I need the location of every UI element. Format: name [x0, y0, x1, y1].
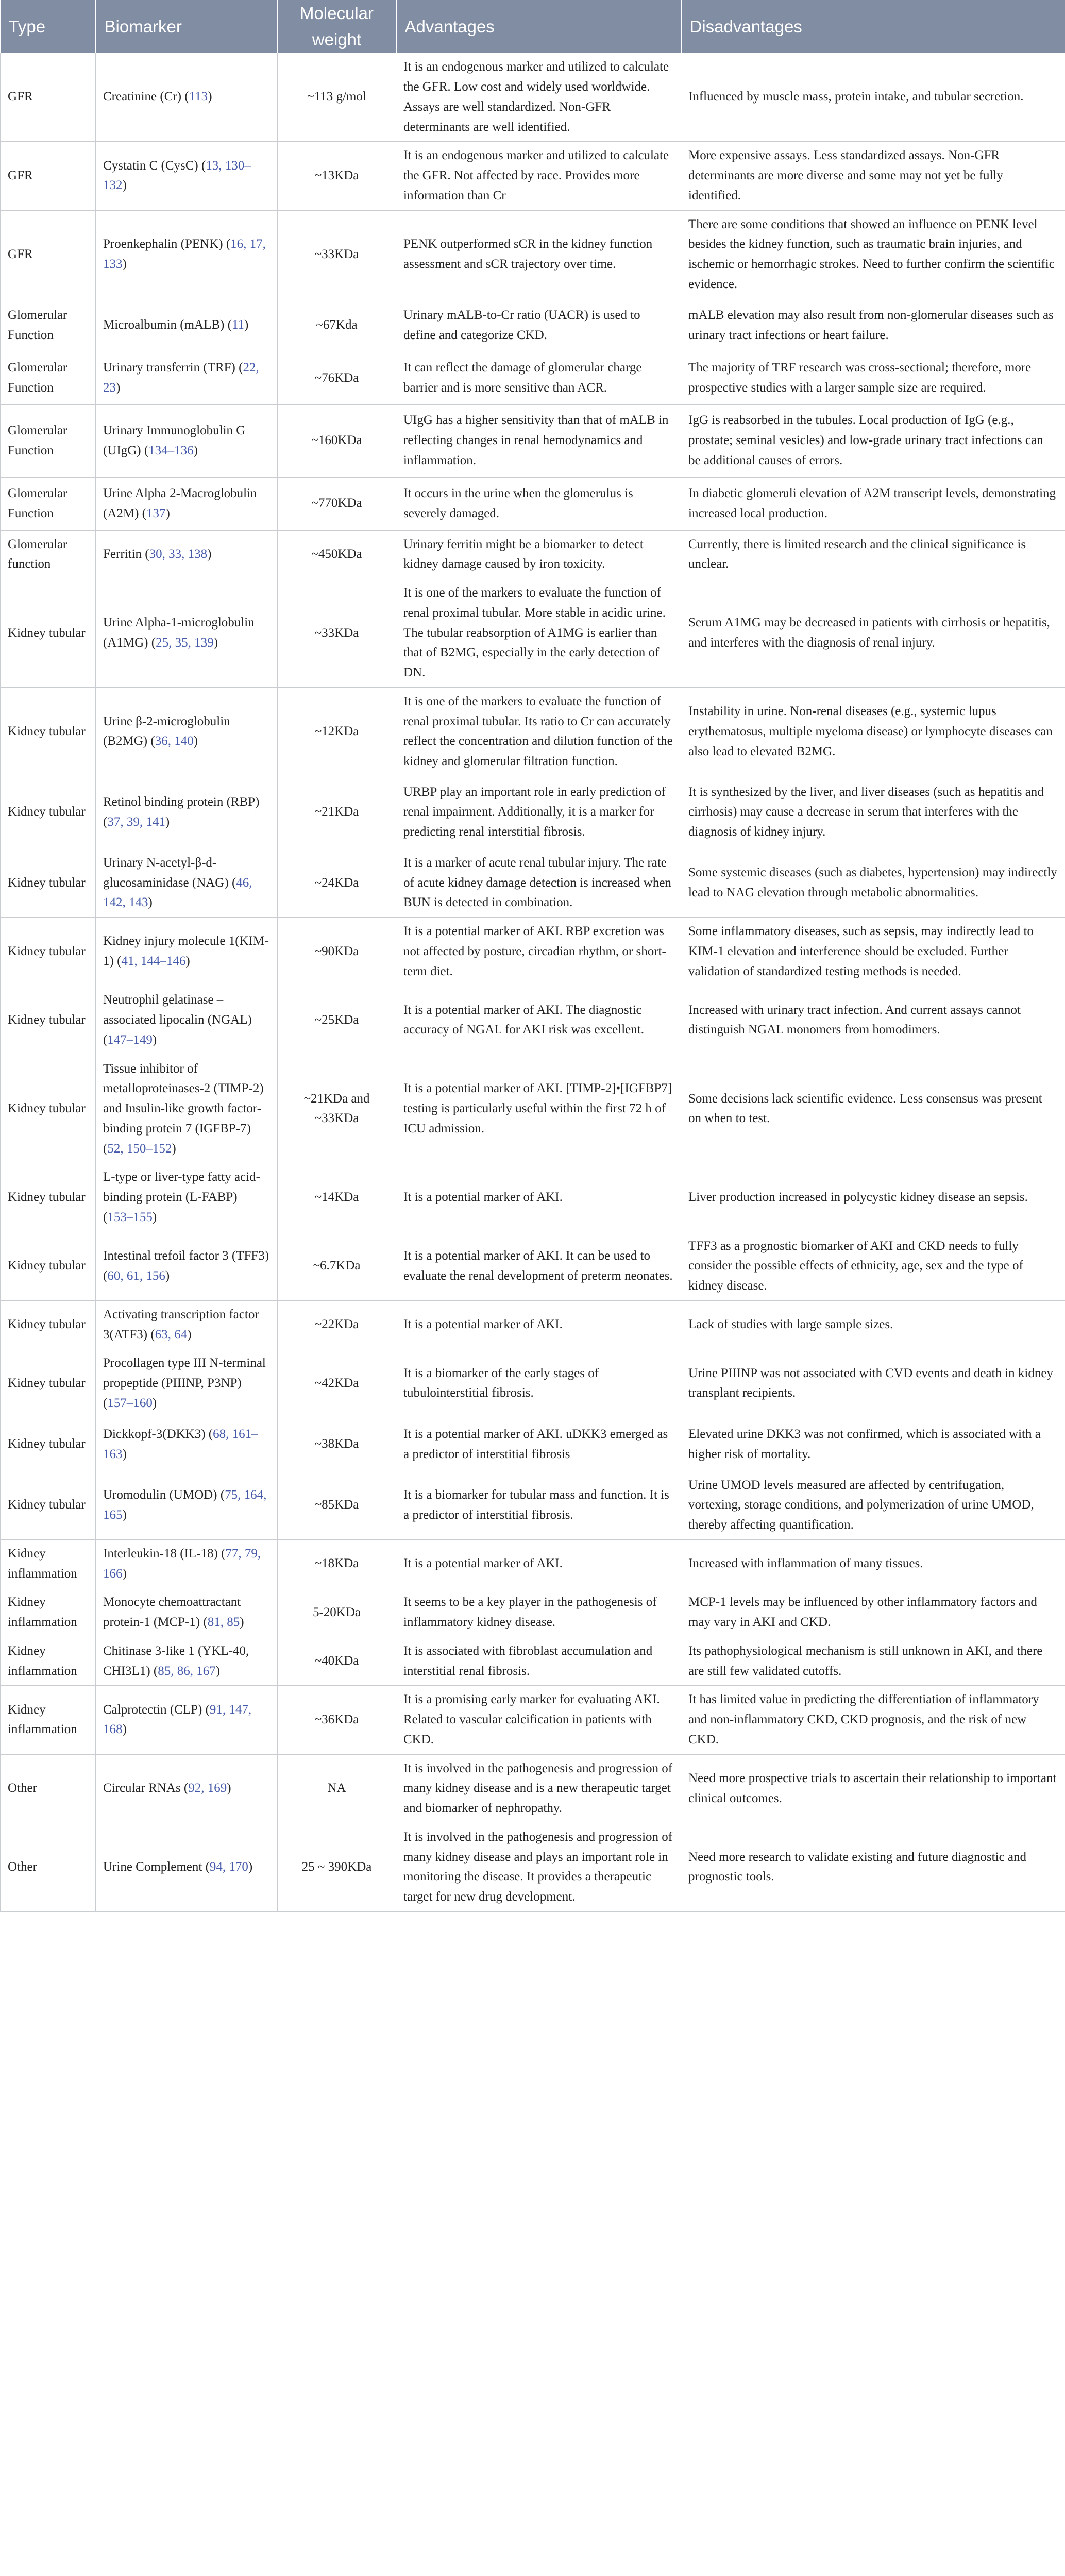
biomarker-cell — [96, 142, 278, 210]
biomarker-name: Procollagen type III N-terminal propeptide (PIIINP, P3NP) ( — [103, 1356, 266, 1410]
table-row — [1, 210, 1065, 299]
reference-close: ) — [122, 178, 127, 193]
advantages-cell: It is a potential marker of AKI. uDKK3 emerged as a predictor of interstitial fibrosis — [396, 1418, 681, 1471]
reference-close: ) — [227, 1781, 231, 1795]
advantages-cell: It occurs in the urine when the glomerulus is severely damaged. — [396, 477, 681, 530]
biomarker-cell — [96, 352, 278, 404]
table-row — [1, 1418, 1065, 1471]
reference-link[interactable]: 60, 61, 156 — [107, 1268, 165, 1283]
advantages-cell: PENK outperformed sCR in the kidney function assessment and sCR trajectory over time. — [396, 210, 681, 299]
advantages-cell: It is a potential marker of AKI. — [396, 1300, 681, 1349]
reference-close: ) — [172, 1141, 176, 1156]
molecular-weight-cell: ~22KDa — [278, 1300, 396, 1349]
molecular-weight-cell: ~42KDa — [278, 1349, 396, 1418]
reference-link[interactable]: 92, 169 — [188, 1781, 227, 1795]
biomarker-cell — [96, 1300, 278, 1349]
table-row — [1, 1163, 1065, 1232]
table-row — [1, 1637, 1065, 1686]
type-cell: Kidney tubular — [1, 1055, 96, 1163]
type-cell: Kidney tubular — [1, 918, 96, 986]
reference-link[interactable]: 153–155 — [107, 1210, 153, 1224]
advantages-cell: It is associated with fibroblast accumulation and interstitial renal fibrosis. — [396, 1637, 681, 1686]
molecular-weight-cell: ~21KDa — [278, 776, 396, 849]
biomarker-cell — [96, 530, 278, 579]
biomarker-cell — [96, 579, 278, 688]
biomarker-cell — [96, 776, 278, 849]
molecular-weight-cell: ~113 g/mol — [278, 53, 396, 142]
type-cell: Kidney tubular — [1, 986, 96, 1055]
advantages-cell: UIgG has a higher sensitivity than that of mALB in reflecting changes in renal hemodynamics and inflammation. — [396, 404, 681, 477]
header-disadvantages: Disadvantages — [681, 0, 1065, 53]
advantages-cell: It is a biomarker of the early stages of tubulointerstitial fibrosis. — [396, 1349, 681, 1418]
disadvantages-cell: mALB elevation may also result from non-glomerular diseases such as urinary tract infections or heart failure. — [681, 299, 1065, 352]
advantages-cell: It is one of the markers to evaluate the function of renal proximal tubular. Its ratio to Cr can accurately reflect the concentration and dilution function of the kidney and glomerular filtration function. — [396, 687, 681, 776]
molecular-weight-cell: ~85KDa — [278, 1471, 396, 1539]
type-cell: Kidney inflammation — [1, 1637, 96, 1686]
reference-link[interactable]: 22, 23 — [103, 361, 259, 395]
disadvantages-cell: Need more prospective trials to ascertain their relationship to important clinical outcomes. — [681, 1754, 1065, 1823]
type-cell: GFR — [1, 142, 96, 210]
biomarker-name: Circular RNAs ( — [103, 1781, 189, 1795]
biomarker-cell — [96, 687, 278, 776]
reference-close: ) — [215, 1664, 221, 1678]
table-row — [1, 776, 1065, 849]
biomarker-name: Chitinase 3-like 1 (YKL-40, CHI3L1) ( — [103, 1643, 249, 1678]
table-row — [1, 579, 1065, 688]
reference-link[interactable]: 30, 33, 138 — [149, 547, 208, 561]
disadvantages-cell: TFF3 as a prognostic biomarker of AKI and CKD needs to fully consider the possible effects of ethnicity, age, sex and the type of kidney disease. — [681, 1232, 1065, 1300]
type-cell: Kidney tubular — [1, 1418, 96, 1471]
type-cell: Kidney tubular — [1, 1300, 96, 1349]
advantages-cell: It is one of the markers to evaluate the function of renal proximal tubular. More stable in acidic urine. The tubular reabsorption of A1MG is earlier than that of B2MG, especially in the early detection of DN. — [396, 579, 681, 688]
biomarker-name: Monocyte chemoattractant protein-1 (MCP-1) ( — [103, 1595, 241, 1630]
biomarker-name: Ferritin ( — [103, 547, 149, 561]
reference-close: ) — [208, 90, 212, 104]
reference-link[interactable]: 25, 35, 139 — [156, 635, 214, 650]
molecular-weight-cell: ~24KDa — [278, 849, 396, 917]
biomarker-name: Urinary transferrin (TRF) ( — [103, 361, 243, 375]
advantages-cell: It seems to be a key player in the pathogenesis of inflammatory kidney disease. — [396, 1588, 681, 1637]
advantages-cell: Urinary mALB-to-Cr ratio (UACR) is used to define and categorize CKD. — [396, 299, 681, 352]
biomarker-cell — [96, 849, 278, 917]
biomarker-name: Activating transcription factor 3(ATF3) ( — [103, 1307, 259, 1342]
header-molecular-weight: Molecular weight — [278, 0, 396, 53]
type-cell: Kidney tubular — [1, 579, 96, 688]
molecular-weight-cell: ~12KDa — [278, 687, 396, 776]
advantages-cell: It can reflect the damage of glomerular charge barrier and is more sensitive than ACR. — [396, 352, 681, 404]
table-row — [1, 530, 1065, 579]
reference-close: ) — [207, 547, 212, 561]
reference-close: ) — [165, 815, 170, 829]
reference-close: ) — [148, 895, 153, 910]
biomarker-cell — [96, 404, 278, 477]
table-row — [1, 1823, 1065, 1911]
molecular-weight-cell: ~33KDa — [278, 579, 396, 688]
disadvantages-cell: Need more research to validate existing and future diagnostic and prognostic tools. — [681, 1823, 1065, 1911]
type-cell: Glomerular Function — [1, 477, 96, 530]
molecular-weight-cell: ~76KDa — [278, 352, 396, 404]
type-cell: Other — [1, 1754, 96, 1823]
type-cell: Kidney tubular — [1, 776, 96, 849]
molecular-weight-cell: 25 ~ 390KDa — [278, 1823, 396, 1911]
reference-close: ) — [122, 1722, 127, 1737]
disadvantages-cell: Liver production increased in polycystic kidney disease an sepsis. — [681, 1163, 1065, 1232]
biomarker-name: Urine Alpha-1-microglobulin (A1MG) ( — [103, 616, 255, 650]
advantages-cell: It is involved in the pathogenesis and progression of many kidney disease and plays an important role in monitoring the disease. It provides a therapeutic target for new drug development. — [396, 1823, 681, 1911]
biomarker-name: Intestinal trefoil factor 3 (TFF3) ( — [103, 1248, 269, 1283]
advantages-cell: It is a marker of acute renal tubular injury. The rate of acute kidney damage detection is increased when BUN is detected in combination. — [396, 849, 681, 917]
biomarker-name: Cystatin C (CysC) ( — [103, 158, 206, 173]
biomarker-cell — [96, 1754, 278, 1823]
reference-link[interactable]: 13, 130–132 — [103, 158, 251, 193]
biomarker-name: Creatinine (Cr) ( — [103, 90, 189, 104]
biomarker-cell — [96, 1686, 278, 1754]
disadvantages-cell: Elevated urine DKK3 was not confirmed, which is associated with a higher risk of mortality. — [681, 1418, 1065, 1471]
reference-link[interactable]: 41, 144–146 — [121, 954, 186, 969]
disadvantages-cell: Its pathophysiological mechanism is still unknown in AKI, and there are still few validated cutoffs. — [681, 1637, 1065, 1686]
reference-close: ) — [187, 1327, 192, 1342]
advantages-cell: It is involved in the pathogenesis and progression of many kidney disease and is a new therapeutic target and biomarker of nephropathy. — [396, 1754, 681, 1823]
reference-link[interactable]: 16, 17, 133 — [103, 237, 266, 272]
disadvantages-cell: Some systemic diseases (such as diabetes, hypertension) may indirectly lead to NAG elevation through metabolic abnormalities. — [681, 849, 1065, 917]
molecular-weight-cell: ~770KDa — [278, 477, 396, 530]
reference-close: ) — [116, 381, 121, 395]
disadvantages-cell: The majority of TRF research was cross-sectional; therefore, more prospective studies with a larger sample size are required. — [681, 352, 1065, 404]
type-cell: Kidney tubular — [1, 1471, 96, 1539]
molecular-weight-cell: ~38KDa — [278, 1418, 396, 1471]
header-biomarker: Biomarker — [96, 0, 278, 53]
type-cell: Kidney tubular — [1, 687, 96, 776]
reference-close: ) — [152, 1210, 157, 1224]
molecular-weight-cell: ~13KDa — [278, 142, 396, 210]
biomarker-cell — [96, 477, 278, 530]
reference-close: ) — [240, 1615, 244, 1630]
reference-link[interactable]: 68, 161–163 — [103, 1427, 258, 1461]
table-row — [1, 918, 1065, 986]
reference-link[interactable]: 94, 170 — [209, 1859, 248, 1874]
biomarker-name: Proenkephalin (PENK) ( — [103, 237, 231, 251]
advantages-cell: It is a potential marker of AKI. RBP excretion was not affected by posture, circadian rhythm, or short-term diet. — [396, 918, 681, 986]
biomarker-name: Retinol binding protein (RBP) ( — [103, 795, 260, 829]
advantages-cell: It is a potential marker of AKI. — [396, 1163, 681, 1232]
type-cell: Kidney tubular — [1, 849, 96, 917]
reference-close: ) — [213, 635, 218, 650]
biomarker-name: Urine β-2-microglobulin (B2MG) ( — [103, 714, 230, 749]
table-row — [1, 1588, 1065, 1637]
disadvantages-cell: In diabetic glomeruli elevation of A2M transcript levels, demonstrating increased local production. — [681, 477, 1065, 530]
type-cell: Kidney inflammation — [1, 1539, 96, 1588]
molecular-weight-cell: ~18KDa — [278, 1539, 396, 1588]
disadvantages-cell: There are some conditions that showed an influence on PENK level besides the kidney function, such as traumatic brain injuries, and ischemic or hemorrhagic strokes. Need to further confirm the scientific evidence. — [681, 210, 1065, 299]
reference-link[interactable]: 134–136 — [148, 443, 194, 457]
biomarker-cell — [96, 1637, 278, 1686]
molecular-weight-cell: ~67Kda — [278, 299, 396, 352]
molecular-weight-cell: ~33KDa — [278, 210, 396, 299]
biomarker-name: Uromodulin (UMOD) ( — [103, 1487, 225, 1502]
header-type: Type — [1, 0, 96, 53]
type-cell: Kidney inflammation — [1, 1588, 96, 1637]
table-row — [1, 299, 1065, 352]
table-row — [1, 1539, 1065, 1588]
table-row — [1, 352, 1065, 404]
disadvantages-cell: Increased with urinary tract infection. And current assays cannot distinguish NGAL monomers from homodimers. — [681, 986, 1065, 1055]
reference-link[interactable]: 81, 85 — [207, 1615, 240, 1630]
biomarker-cell — [96, 986, 278, 1055]
advantages-cell: It is an endogenous marker and utilized to calculate the GFR. Not affected by race. Provides more information than Cr — [396, 142, 681, 210]
biomarker-cell — [96, 210, 278, 299]
reference-close: ) — [165, 506, 170, 520]
biomarker-name: Dickkopf-3(DKK3) ( — [103, 1427, 213, 1441]
table-row — [1, 142, 1065, 210]
biomarker-cell — [96, 1418, 278, 1471]
table-row — [1, 1300, 1065, 1349]
table-row — [1, 1232, 1065, 1300]
reference-close: ) — [244, 318, 249, 332]
reference-close: ) — [248, 1859, 253, 1874]
biomarker-cell — [96, 299, 278, 352]
disadvantages-cell: It has limited value in predicting the differentiation of inflammatory and non-inflammatory CKD, CKD prognosis, and the risk of new CKD. — [681, 1686, 1065, 1754]
molecular-weight-cell: ~90KDa — [278, 918, 396, 986]
biomarker-name: L-type or liver-type fatty acid-binding protein (L-FABP) ( — [103, 1170, 260, 1224]
reference-link[interactable]: 36, 140 — [155, 734, 194, 749]
biomarker-name: Urine Alpha 2-Macroglobulin (A2M) ( — [103, 486, 257, 520]
advantages-cell: It is a promising early marker for evaluating AKI. Related to vascular calcification in patients with CKD. — [396, 1686, 681, 1754]
disadvantages-cell: Lack of studies with large sample sizes. — [681, 1300, 1065, 1349]
type-cell: Glomerular Function — [1, 352, 96, 404]
molecular-weight-cell: ~36KDa — [278, 1686, 396, 1754]
table-row — [1, 477, 1065, 530]
type-cell: Kidney inflammation — [1, 1686, 96, 1754]
molecular-weight-cell: ~160KDa — [278, 404, 396, 477]
biomarker-name: Microalbumin (mALB) ( — [103, 318, 232, 332]
type-cell: Glomerular Function — [1, 404, 96, 477]
biomarker-name: Kidney injury molecule 1(KIM-1) ( — [103, 934, 269, 969]
reference-close: ) — [122, 1447, 127, 1461]
disadvantages-cell: Some inflammatory diseases, such as sepsis, may indirectly lead to KIM-1 elevation and interference should be excluded. Further validation of standardized testing methods is needed. — [681, 918, 1065, 986]
table-row — [1, 1754, 1065, 1823]
disadvantages-cell: Instability in urine. Non-renal diseases (e.g., systemic lupus erythematosus, multiple myeloma disease) or lymphocyte diseases can also lead to elevated B2MG. — [681, 687, 1065, 776]
reference-link[interactable]: 11 — [231, 318, 245, 332]
advantages-cell: It is a potential marker of AKI. It can be used to evaluate the renal development of preterm neonates. — [396, 1232, 681, 1300]
reference-link[interactable]: 77, 79, 166 — [103, 1546, 261, 1581]
type-cell: Kidney tubular — [1, 1232, 96, 1300]
table-row — [1, 849, 1065, 917]
reference-link[interactable]: 52, 150–152 — [107, 1141, 172, 1156]
disadvantages-cell: More expensive assays. Less standardized assays. Non-GFR determinants are more diverse and some may not yet be fully identified. — [681, 142, 1065, 210]
biomarker-cell — [96, 1539, 278, 1588]
biomarker-cell — [96, 53, 278, 142]
reference-close: ) — [122, 257, 127, 272]
reference-close: ) — [122, 1507, 127, 1522]
table-row — [1, 1349, 1065, 1418]
table-row — [1, 1471, 1065, 1539]
disadvantages-cell: Some decisions lack scientific evidence. Less consensus was present on when to test. — [681, 1055, 1065, 1163]
table-row — [1, 53, 1065, 142]
disadvantages-cell: Urine PIIINP was not associated with CVD events and death in kidney transplant recipients. — [681, 1349, 1065, 1418]
disadvantages-cell: IgG is reabsorbed in the tubules. Local production of IgG (e.g., prostate; seminal vesicles) and low-grade urinary tract infections can be additional causes of errors. — [681, 404, 1065, 477]
reference-link[interactable]: 85, 86, 167 — [158, 1664, 216, 1678]
advantages-cell: It is a biomarker for tubular mass and function. It is a predictor of interstitial fibrosis. — [396, 1471, 681, 1539]
biomarker-cell — [96, 1588, 278, 1637]
table-row — [1, 986, 1065, 1055]
table-row — [1, 687, 1065, 776]
molecular-weight-cell: ~40KDa — [278, 1637, 396, 1686]
reference-link[interactable]: 137 — [146, 506, 166, 520]
molecular-weight-cell: 5-20KDa — [278, 1588, 396, 1637]
type-cell: Glomerular function — [1, 530, 96, 579]
biomarker-name: Calprotectin (CLP) ( — [103, 1702, 210, 1717]
molecular-weight-cell: ~450KDa — [278, 530, 396, 579]
molecular-weight-cell: NA — [278, 1754, 396, 1823]
advantages-cell: It is an endogenous marker and utilized to calculate the GFR. Low cost and widely used worldwide. Assays are well standardized. Non-GFR determinants are well identified. — [396, 53, 681, 142]
reference-close: ) — [152, 1032, 157, 1047]
biomarker-cell — [96, 1823, 278, 1911]
reference-close: ) — [165, 1268, 170, 1283]
type-cell: Kidney tubular — [1, 1163, 96, 1232]
advantages-cell: Urinary ferritin might be a biomarker to detect kidney damage caused by iron toxicity. — [396, 530, 681, 579]
disadvantages-cell: Urine UMOD levels measured are affected by centrifugation, vortexing, storage conditions, and polymerization of urine UMOD, thereby affecting quantification. — [681, 1471, 1065, 1539]
biomarker-cell — [96, 1471, 278, 1539]
disadvantages-cell: Increased with inflammation of many tissues. — [681, 1539, 1065, 1588]
type-cell: Other — [1, 1823, 96, 1911]
biomarker-name: Tissue inhibitor of metalloproteinases-2 (TIMP-2) and Insulin-like growth factor-binding protein 7 (IGFBP-7) ( — [103, 1061, 264, 1156]
type-cell: GFR — [1, 210, 96, 299]
molecular-weight-cell: ~25KDa — [278, 986, 396, 1055]
biomarker-name: Urinary N-acetyl-β-d-glucosaminidase (NAG) ( — [103, 855, 236, 890]
reference-link[interactable]: 91, 147, 168 — [103, 1702, 252, 1737]
reference-link[interactable]: 157–160 — [107, 1396, 153, 1410]
biomarker-cell — [96, 918, 278, 986]
disadvantages-cell: Currently, there is limited research and the clinical significance is unclear. — [681, 530, 1065, 579]
molecular-weight-cell: ~6.7KDa — [278, 1232, 396, 1300]
biomarker-name: Interleukin-18 (IL-18) ( — [103, 1546, 226, 1561]
biomarker-name: Neutrophil gelatinase – associated lipocalin (NGAL) ( — [103, 993, 252, 1047]
table-row — [1, 404, 1065, 477]
advantages-cell: It is a potential marker of AKI. [TIMP-2]•[IGFBP7] testing is particularly useful within the first 72 h of ICU admission. — [396, 1055, 681, 1163]
header-row — [1, 0, 1065, 53]
reference-link[interactable]: 147–149 — [107, 1032, 153, 1047]
reference-link[interactable]: 113 — [189, 90, 208, 104]
advantages-cell: URBP play an important role in early prediction of renal impairment. Additionally, it is a marker for predicting renal interstitial fibrosis. — [396, 776, 681, 849]
type-cell: Kidney tubular — [1, 1349, 96, 1418]
reference-close: ) — [193, 734, 198, 749]
table-row — [1, 1686, 1065, 1754]
reference-link[interactable]: 63, 64 — [155, 1327, 188, 1342]
table-body — [1, 53, 1065, 1912]
biomarker-name: Urinary Immunoglobulin G (UIgG) ( — [103, 423, 246, 457]
header-advantages: Advantages — [396, 0, 681, 53]
molecular-weight-cell: ~14KDa — [278, 1163, 396, 1232]
biomarker-cell — [96, 1163, 278, 1232]
advantages-cell: It is a potential marker of AKI. The diagnostic accuracy of NGAL for AKI risk was excellent. — [396, 986, 681, 1055]
reference-close: ) — [152, 1396, 157, 1410]
type-cell: GFR — [1, 53, 96, 142]
disadvantages-cell: Influenced by muscle mass, protein intake, and tubular secretion. — [681, 53, 1065, 142]
reference-link[interactable]: 46, 142, 143 — [103, 875, 252, 910]
reference-link[interactable]: 75, 164, 165 — [103, 1487, 267, 1522]
reference-close: ) — [122, 1566, 127, 1581]
biomarker-cell — [96, 1349, 278, 1418]
reference-close: ) — [193, 443, 198, 457]
table-row — [1, 1055, 1065, 1163]
reference-close: ) — [185, 954, 190, 969]
disadvantages-cell: It is synthesized by the liver, and liver diseases (such as hepatitis and cirrhosis) may cause a decrease in serum that interferes with the diagnosis of kidney injury. — [681, 776, 1065, 849]
biomarker-cell — [96, 1055, 278, 1163]
advantages-cell: It is a potential marker of AKI. — [396, 1539, 681, 1588]
disadvantages-cell: MCP-1 levels may be influenced by other inflammatory factors and may vary in AKI and CKD. — [681, 1588, 1065, 1637]
reference-link[interactable]: 37, 39, 141 — [107, 815, 165, 829]
biomarker-name: Urine Complement ( — [103, 1859, 210, 1874]
biomarker-cell — [96, 1232, 278, 1300]
molecular-weight-cell: ~21KDa and ~33KDa — [278, 1055, 396, 1163]
type-cell: Glomerular Function — [1, 299, 96, 352]
disadvantages-cell: Serum A1MG may be decreased in patients with cirrhosis or hepatitis, and interferes with the diagnosis of renal injury. — [681, 579, 1065, 688]
